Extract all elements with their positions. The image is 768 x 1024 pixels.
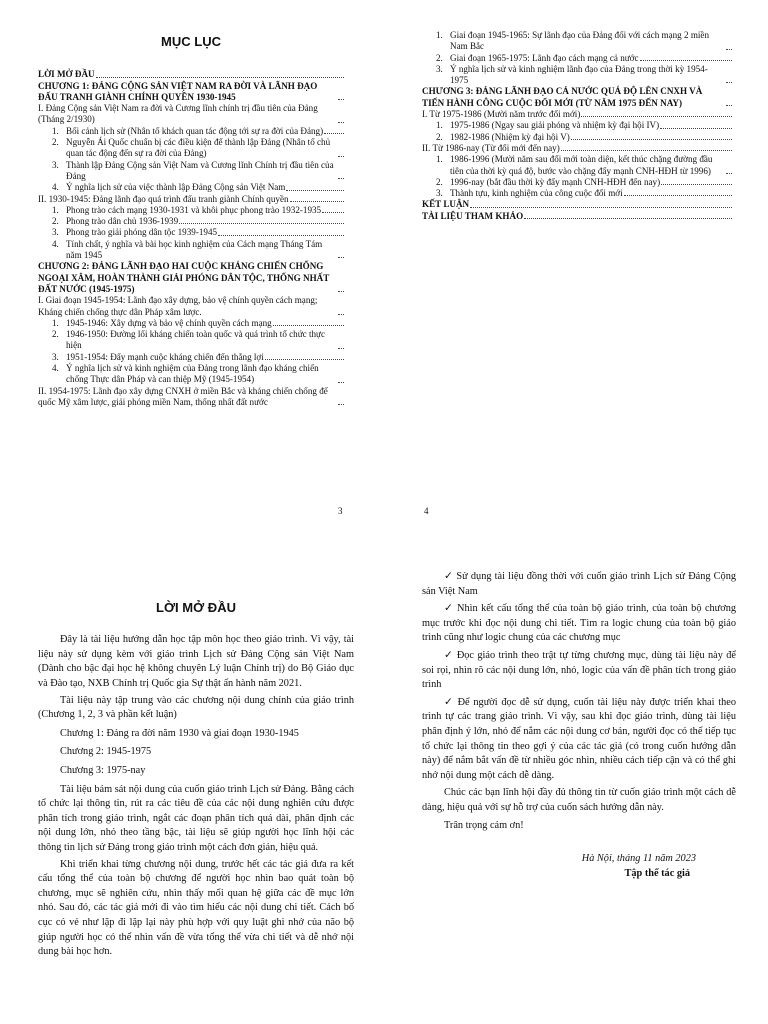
toc-item[interactable] — [436, 132, 732, 143]
toc-chapter-title: CHƯƠNG 2: ĐẢNG LÃNH ĐẠO HAI CUỘC KHÁNG CHIẾN CHỐNG NGOẠI XÂM, HOÀN THÀNH GIẢI PHÓNG DÂN TỘC, THỐNG NHẤT ĐẤT NƯỚC (1945-1975) — [38, 261, 330, 294]
guide-bullet — [422, 696, 736, 784]
toc-item-number: 4. — [52, 182, 59, 193]
toc-entry-label: KẾT LUẬN — [422, 199, 470, 210]
check-icon: ✓ — [444, 649, 454, 661]
toc-item-body — [66, 329, 344, 352]
guide-bullet-text: Nhìn kết cấu tổng thể của toàn bộ giáo trình, của toàn bộ chương mục trước khi đọc nội dung chi tiết. Tìm ra logic chung của toàn bộ giáo trình cũng như logic chung của các chương mục — [422, 603, 736, 644]
toc-item-number: 3. — [436, 63, 443, 74]
toc-item-body — [66, 239, 344, 262]
toc-entry-intro[interactable] — [38, 69, 344, 80]
guide-bullet — [422, 570, 736, 599]
check-icon: ✓ — [444, 571, 454, 582]
toc-item-number: 2. — [52, 329, 59, 340]
guide-bullet — [422, 602, 736, 646]
toc-item-label: 1975-1986 (Ngay sau giải phóng và nhiệm kỳ đại hội IV) — [450, 120, 660, 131]
toc-item[interactable] — [52, 227, 344, 238]
toc-item[interactable] — [436, 154, 732, 177]
toc-item[interactable] — [436, 177, 732, 188]
toc-section-label: I. Đảng Cộng sản Việt Nam ra đời và Cương lĩnh chính trị đầu tiên của Đảng (Tháng 2/1930) — [38, 103, 318, 125]
toc-entry-label: LỜI MỞ ĐẦU — [38, 69, 95, 80]
toc-item-number: 2. — [436, 52, 443, 63]
toc-item-label: 1996-nay (bắt đầu thời kỳ đẩy mạnh CNH-HĐH đến nay) — [450, 176, 661, 187]
toc-chapter-3[interactable] — [422, 86, 732, 109]
toc-item-body — [66, 182, 344, 193]
toc-item[interactable] — [436, 188, 732, 199]
toc-item[interactable] — [52, 160, 344, 183]
toc-item-label: Giai đoạn 1965-1975: Lãnh đạo cách mạng cả nước — [450, 52, 639, 63]
signature-date: Hà Nội, tháng 11 năm 2023 — [581, 853, 696, 865]
toc-item-number: 1. — [436, 154, 443, 165]
toc-item-label: Phong trào dân chủ 1936-1939 — [66, 216, 179, 227]
toc-chapter-title: CHƯƠNG 3: ĐẢNG LÃNH ĐẠO CẢ NƯỚC QUÁ ĐỘ LÊN CNXH VÀ TIẾN HÀNH CÔNG CUỘC ĐỔI MỚI (TỪ NĂM 1975 ĐẾN NAY) — [422, 86, 703, 108]
intro-paragraph: Tài liệu này tập trung vào các chương nội dung chính của giáo trình (Chương 1, 2, 3 và phần kết luận) — [38, 694, 354, 721]
toc-item-body — [66, 363, 344, 386]
toc-item[interactable] — [52, 318, 344, 329]
toc-item-label: Phong trào giải phóng dân tộc 1939-1945 — [66, 227, 218, 238]
intro-chapter-line: Chương 1: Đảng ra đời năm 1930 và giai đoạn 1930-1945 — [60, 727, 299, 739]
guide-page — [422, 570, 736, 880]
intro-paragraph: Tài liệu bám sát nội dung của cuốn giáo trình Lịch sử Đảng. Bằng cách tổ chức lại thông tin, rút ra các tiêu đề của các nội dung nghiên cứu được phân tích trong giáo trình, ngắt các đoạn phân tích quá dài, phân định các nội dung lớn, nhỏ theo tầng bậc, tài liệu sẽ giúp người học lĩnh hội các thông tin lịch sử Đảng trong giáo trình một cách đơn giản, hiệu quả. — [38, 783, 354, 854]
toc-item-number: 1. — [52, 204, 59, 215]
toc-item-body — [66, 137, 344, 160]
toc-section-2-1[interactable] — [38, 295, 344, 318]
toc-section-label: I. Giai đoạn 1945-1954: Lãnh đạo xây dựng, bảo vệ chính quyền cách mạng; Kháng chiến chống thực dân Pháp xâm lược. — [38, 295, 318, 317]
toc-item-label: Ý nghĩa lịch sử của việc thành lập Đảng Cộng sản Việt Nam — [66, 182, 286, 193]
toc-item[interactable] — [52, 239, 344, 262]
toc-item-number: 1. — [436, 120, 443, 131]
toc-item-body — [66, 216, 344, 227]
toc-item[interactable] — [52, 216, 344, 227]
toc-item-number: 3. — [436, 188, 443, 199]
toc-item[interactable] — [436, 53, 732, 64]
toc-item-body — [450, 188, 732, 199]
toc-item-label: 1945-1946: Xây dựng và bảo vệ chính quyền cách mạng — [66, 317, 272, 328]
toc-section-2-2[interactable] — [38, 386, 344, 409]
toc-section-3-2[interactable] — [422, 143, 732, 154]
guide-thanks: Trân trọng cảm ơn! — [444, 819, 524, 831]
toc-item-label: 1951-1954: Đẩy mạnh cuộc kháng chiến đến thắng lợi — [66, 351, 264, 362]
check-icon: ✓ — [444, 603, 454, 615]
toc-item-label: Thành tựu, kinh nghiệm của công cuộc đổi mới — [450, 188, 623, 199]
toc-section-1-2[interactable] — [38, 194, 344, 205]
page-number: 3 — [338, 506, 343, 516]
toc-item-number: 2. — [52, 216, 59, 227]
toc-section-1-1[interactable] — [38, 103, 344, 126]
guide-bullet-text: Sử dụng tài liệu đồng thời với cuốn giáo trình Lịch sử Đảng Cộng sản Việt Nam — [422, 571, 736, 597]
toc-item[interactable] — [52, 352, 344, 363]
page-number: 4 — [424, 506, 429, 516]
toc-item[interactable] — [436, 64, 732, 87]
toc-entry-label: TÀI LIỆU THAM KHẢO — [422, 210, 524, 221]
check-icon: ✓ — [444, 696, 454, 708]
toc-item-label: Phong trào cách mạng 1930-1931 và khôi phục phong trào 1932-1935 — [66, 204, 322, 215]
toc-item[interactable] — [52, 126, 344, 137]
toc-item-body — [450, 120, 732, 131]
intro-chapter-line: Chương 2: 1945-1975 — [60, 746, 152, 758]
intro-page — [38, 590, 354, 962]
intro-title: LỜI MỞ ĐẦU — [156, 600, 236, 615]
toc-item[interactable] — [52, 329, 344, 352]
toc-item-number: 4. — [52, 363, 59, 374]
toc-item[interactable] — [52, 137, 344, 160]
intro-chapter-line: Chương 3: 1975-nay — [60, 765, 146, 777]
toc-section-label: II. Từ 1986-nay (Từ đổi mới đến nay) — [422, 142, 560, 153]
toc-item-body — [450, 132, 732, 143]
toc-item[interactable] — [436, 30, 732, 53]
toc-title: MỤC LỤC — [161, 34, 221, 49]
toc-item-label: Nguyễn Ái Quốc chuẩn bị các điều kiện để thành lập Đảng (Nhân tố chủ quan tác động đến sự ra đời của Đảng) — [66, 137, 331, 159]
toc-item-label: Ý nghĩa lịch sử và kinh nghiệm lãnh đạo của Đảng trong thời kỳ 1954-1975 — [450, 63, 708, 86]
guide-bullet-text: Đọc giáo trình theo trật tự từng chương mục, dùng tài liệu này để soi rọi, nhìn rõ các nội dung lớn, nhỏ, logic của vấn đề phân tích trong giáo trình — [422, 649, 736, 691]
toc-entry-conclusion[interactable] — [422, 199, 732, 210]
toc-section-label: II. 1930-1945: Đảng lãnh đạo quá trình đấu tranh giành Chính quyền — [38, 193, 289, 204]
toc-item-number: 2. — [436, 131, 443, 142]
intro-paragraph: Đây là tài liệu hướng dẫn học tập môn học theo giáo trình. Vì vậy, tài liệu này sử dụng kèm với giáo trình Lịch sử Đảng Cộng sản Việt Nam (Dành cho bậc đại học hệ không chuyên Lý luận Chính trị) do Bộ Giáo dục và Đào tạo, NXB Chính trị Quốc gia Sự thật ấn hành năm 2021. — [38, 634, 354, 690]
toc-page-left — [38, 30, 344, 516]
toc-chapter-2[interactable] — [38, 261, 344, 295]
toc-section-label: I. Từ 1975-1986 (Mười năm trước đổi mới) — [422, 109, 581, 120]
toc-entry-references[interactable] — [422, 211, 732, 222]
signature-author: Tập thể tác giả — [624, 868, 690, 880]
toc-item-body — [450, 177, 732, 188]
toc-item-label: 1982-1986 (Nhiệm kỳ đại hội V) — [450, 131, 570, 142]
toc-item-body — [66, 205, 344, 216]
toc-item-number: 1. — [52, 317, 59, 328]
toc-page-right — [422, 30, 732, 516]
toc-item-label: Tính chất, ý nghĩa và bài học kinh nghiệm của Cách mạng Tháng Tám năm 1945 — [66, 238, 323, 261]
toc-item-number: 2. — [436, 176, 443, 187]
toc-item[interactable] — [436, 120, 732, 131]
guide-bullet — [422, 649, 736, 693]
toc-section-label: II. 1954-1975: Lãnh đạo xây dựng CNXH ở miền Bắc và kháng chiến chống đế quốc Mỹ xâm lược, giải phóng miền Nam, thống nhất đất nước — [38, 385, 328, 407]
toc-item-number: 3. — [52, 159, 59, 170]
toc-item-body — [66, 352, 344, 363]
toc-item[interactable] — [52, 363, 344, 386]
toc-item-number: 4. — [52, 238, 59, 249]
toc-item-body — [66, 126, 344, 137]
guide-bullet-text: Để người đọc dễ sử dụng, cuốn tài liệu này được triển khai theo trình tự các trang giáo trình. Vì vậy, sau khi đọc giáo trình, dùng tài liệu phân định ý lớn, nhỏ để nắm các nội dung cơ bản, người đọc có thể tiếp tục tổ chức lại thông tin theo gợi ý của các tác giả (có trong cuốn hướng dẫn này) để nắm bắt vấn đề từ nhiều góc nhìn, nhiều cách tiếp cận và có thể ghi nhớ nội dung một cách dễ dàng. — [422, 696, 736, 781]
toc-item-label: Giai đoạn 1945-1965: Sự lãnh đạo của Đảng đối với cách mạng 2 miền Nam Bắc — [450, 30, 709, 52]
toc-item[interactable] — [52, 182, 344, 193]
toc-item-body — [66, 318, 344, 329]
intro-paragraph: Khi triển khai từng chương nội dung, trước hết các tác giả đưa ra kết cấu tổng thể của toàn bộ chương để người học nhìn bao quát toàn bộ chương, mục sẽ nghiên cứu, nhìn thấy mối quan hệ giữa các đề mục lớn nhỏ. Sau đó, các tác giả mới đi vào tìm hiểu các nội dung chi tiết. Cách bố cục có vẻ như lặp đi lặp lại này phù hợp với quy luật ghi nhớ của não bộ giúp người học có thể nhìn vấn đề vừa tổng thể vừa chi tiết và dễ nhớ nội dung bài học hơn. — [38, 858, 354, 958]
toc-item-body — [66, 160, 344, 183]
toc-chapter-title: CHƯƠNG 1: ĐẢNG CỘNG SẢN VIỆT NAM RA ĐỜI VÀ LÃNH ĐẠO ĐẤU TRANH GIÀNH CHÍNH QUYỀN 1930-1945 — [38, 80, 318, 102]
toc-item-number: 3. — [52, 351, 59, 362]
toc-item-body — [450, 64, 732, 87]
toc-item-label: 1986-1996 (Mười năm sau đổi mới toàn diện, kết thúc chặng đường đầu tiên của thời kỳ quá độ, bước vào chặng đẩy mạnh CNH-HĐH từ 1996) — [450, 154, 713, 176]
toc-item[interactable] — [52, 205, 344, 216]
toc-item-body — [450, 53, 732, 64]
toc-item-number: 2. — [52, 137, 59, 148]
toc-item-label: Bối cảnh lịch sử (Nhân tố khách quan tác động tới sự ra đời của Đảng) — [66, 125, 324, 136]
toc-item-body — [66, 227, 344, 238]
guide-wish: Chúc các bạn lĩnh hội đầy đủ thông tin từ cuốn giáo trình một cách dễ dàng, hiệu quả với sự hỗ trợ của cuốn sách hướng dẫn này. — [422, 787, 736, 813]
toc-item-number: 3. — [52, 227, 59, 238]
toc-chapter-1[interactable] — [38, 81, 344, 104]
toc-item-label: 1946-1950: Đường lối kháng chiến toàn quốc và quá trình tổ chức thực hiện — [66, 329, 326, 351]
toc-item-body — [450, 30, 732, 53]
toc-item-body — [450, 154, 732, 177]
toc-item-number: 1. — [52, 125, 59, 136]
toc-item-number: 1. — [436, 30, 443, 40]
toc-section-3-1[interactable] — [422, 109, 732, 120]
toc-item-label: Thành lập Đảng Cộng sản Việt Nam và Cương lĩnh Chính trị đầu tiên của Đảng — [66, 159, 334, 181]
toc-item-label: Ý nghĩa lịch sử và kinh nghiệm của Đảng trong lãnh đạo kháng chiến chống Thực dân Pháp và can thiệp Mỹ (1945-1954) — [66, 363, 319, 385]
